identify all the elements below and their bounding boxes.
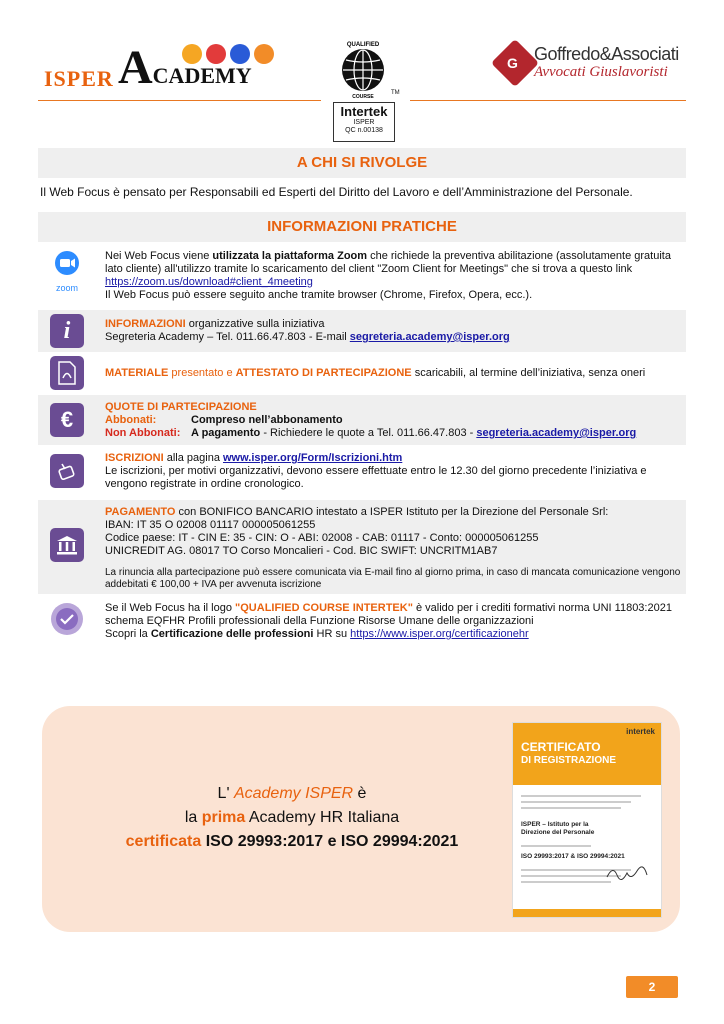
materiale-row — [38, 354, 686, 392]
certificate-line — [521, 881, 611, 883]
signature-icon — [605, 863, 649, 885]
logo-dot-orange — [254, 44, 274, 64]
info-icon: i — [50, 314, 84, 348]
quote-email-link[interactable]: segreteria.academy@isper.org — [476, 427, 637, 439]
intertek-top-text: QUALIFIED — [346, 42, 380, 48]
rinuncia-text: La rinuncia alla partecipazione può essere comunicata via E-mail fino al giorno prima, in caso di mancata comunicazione vengono addebitati € 100,00 + IVA per avvenuta iscrizione — [105, 567, 681, 590]
intro-text: Il Web Focus è pensato per Responsabili ed Esperti del Diritto del Lavoro e dell’Amministrazione del Personale. — [40, 185, 633, 199]
intertek-code: QC n.00138 — [345, 127, 383, 134]
informazioni-text: INFORMAZIONI organizzative sulla iniziativa Segreteria Academy – Tel. 011.66.47.803 - E-mail segreteria.academy@isper.org — [105, 318, 510, 343]
intertek-bottom-text: COURSE — [352, 94, 374, 100]
materiale-text: MATERIALE presentato e ATTESTATO DI PARTECIPAZIONE scaricabili, al termine dell’iniziativa, senza oneri — [105, 367, 646, 379]
zoom-icon — [50, 250, 84, 293]
banner-text: L' Academy ISPER è la prima Academy HR Italiana certificata ISO 29993:2017 e ISO 29994:2021 — [125, 785, 459, 850]
certificate-header — [513, 723, 661, 785]
header-line-left — [38, 100, 321, 101]
section-a-chi-si-rivolge: A CHI SI RIVOLGE — [38, 148, 686, 178]
iscrizioni-link[interactable]: www.isper.org/Form/Iscrizioni.htm — [223, 452, 403, 464]
header-line-right — [410, 100, 686, 101]
goffredo-subtitle: Avvocati Giuslavoristi — [534, 64, 668, 80]
pagamento-text: PAGAMENTO con BONIFICO BANCARIO intestato a ISPER Istituto per la Direzione del Personale Srl: IBAN: IT 35 O 02008 01117 000005061255 Codice paese: IT - CIN E: 35 - CIN: O - ABI: 02008 - CAB: 01117 - Conto: 000005061255 UNICREDIT AG. 08017 TO Corso Moncalieri - Cod. BIC SWIFT: UNCRITM1AB7 La rinuncia alla partecipazione può essere comunicata via E-mail fino al giorno prima, in caso di mancata comunicazione vengono addebitati € 100,00 + IVA per avvenuta iscrizione — [105, 506, 685, 591]
zoom-text: Nei Web Focus viene utilizzata la piattaforma Zoom che richiede la preventiva abilitazione (assolutamente gratuita lato cliente) all'utilizzo tramite lo scaricamento del client "Zoom Client for Meetings" che si trova a questo link https://zoom.us/download#client_4meeting Il Web Focus può essere seguito anche tramite browser (Chrome, Firefox, Opera, ecc.). — [105, 250, 671, 301]
iscrizioni-text: ISCRIZIONI alla pagina www.isper.org/Form/Iscrizioni.htm Le iscrizioni, per motivi organizzativi, devono essere effettuate entro le 12.30 del giorno precedente l’iniziativa e vengono registrate in ordine cronologico. — [105, 452, 647, 490]
certificate-org: ISPER – Istituto per la Direzione del Personale — [521, 821, 595, 836]
bank-icon — [50, 528, 84, 562]
goffredo-associati-logo — [498, 44, 688, 84]
certificate-title: CERTIFICATO DI REGISTRAZIONE — [521, 740, 617, 766]
quote-row — [38, 395, 686, 445]
logo-isper-text: ISPER — [44, 66, 114, 91]
zoom-icon-label: zoom — [55, 283, 78, 293]
informazioni-row — [38, 310, 686, 352]
certificate-image — [512, 722, 662, 918]
intertek-tm: TM — [391, 90, 400, 96]
certificate-footer — [513, 909, 661, 917]
intertek-name: Intertek — [340, 104, 388, 119]
certificazione-hr-link[interactable]: https://www.isper.org/certificazionehr — [350, 628, 529, 640]
certificate-iso: ISO 29993:2017 & ISO 29994:2021 — [521, 853, 625, 860]
info-email-link[interactable]: segreteria.academy@isper.org — [349, 331, 510, 343]
qualified-badge-icon — [50, 602, 84, 636]
qualified-text: Se il Web Focus ha il logo "QUALIFIED COURSE INTERTEK" è valido per i crediti formativi norma UNI 11803:2021 schema EQFHR Profili professionali della Funzione Risorse Umane delle organizzazioni Scopri la Certificazione delle professioni HR su https://www.isper.org/certificazionehr — [105, 602, 672, 640]
registration-hand-icon — [50, 454, 84, 488]
qualified-row — [38, 598, 686, 642]
certificate-line — [521, 807, 621, 809]
zoom-row — [38, 244, 686, 306]
quote-text: QUOTE DI PARTECIPAZIONE Abbonati: Compreso nell’abbonamento Non Abbonati: A pagamento - Richiedere le quote a Tel. 011.66.47.803 - segreteria.academy@isper.org — [105, 401, 637, 439]
certificate-line — [521, 795, 641, 797]
certificate-brand: intertek — [626, 727, 655, 736]
certificate-line — [521, 845, 591, 847]
intertek-code-box — [333, 102, 395, 142]
logo-academy-text: ACADEMY — [118, 41, 252, 94]
goffredo-mark-letter-icon: G — [507, 55, 518, 71]
zoom-download-link[interactable]: https://zoom.us/download#client_4meeting — [105, 276, 313, 288]
globe-icon — [333, 38, 393, 100]
certification-banner — [42, 706, 680, 932]
pagamento-row — [38, 500, 686, 594]
certificate-line — [521, 801, 631, 803]
section-informazioni-pratiche: INFORMAZIONI PRATICHE — [38, 212, 686, 242]
pdf-document-icon — [50, 356, 84, 390]
goffredo-name: Goffredo&Associati — [534, 44, 679, 64]
page-number: 2 — [626, 976, 678, 998]
euro-icon: € — [50, 403, 84, 437]
isper-academy-logo — [44, 41, 274, 94]
iscrizioni-row — [38, 448, 686, 494]
intertek-isper: ISPER — [353, 119, 375, 126]
intertek-qualified-logo — [333, 38, 400, 142]
